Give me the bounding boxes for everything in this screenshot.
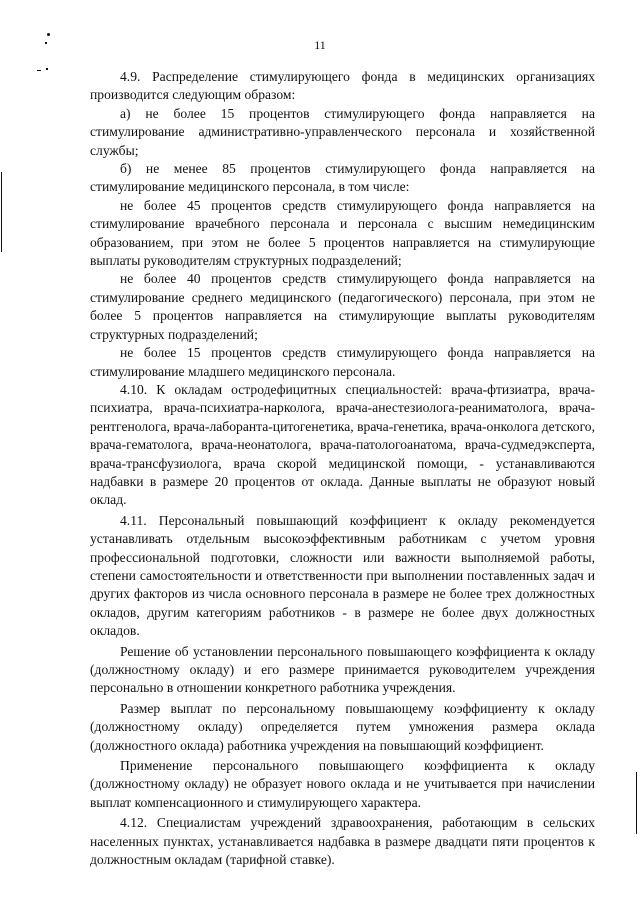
page-number: 11 <box>314 38 326 52</box>
paragraph-4-10: 4.10. К окладам остродефицитных специальностей: врача-фтизиатра, врача-психиатра, врача-психиатра-нарколога, врача-анестезиолога-реаниматолога, врача-рентгенолога, врача-лаборанта-цитогенетика, врача-генетика, врача-онколога детского, врача-гематолога, врача-неонатолога, врача-патологоанатома, врача-судмедэксперта, врача-трансфузиолога, врача скорой медицинской помощи, - устанавливаются надбавки в размере 20 процентов от оклада. Данные выплаты не образуют новый оклад. <box>90 381 595 508</box>
scan-edge-line-left <box>1 172 2 252</box>
scan-edge-line-right <box>636 772 637 834</box>
paragraph-junior-share: не более 15 процентов средств стимулирующего фонда направляется на стимулирование младшего медицинского персонала. <box>90 345 595 379</box>
paragraph-nurses-share: не более 40 процентов средств стимулирующего фонда направляется на стимулирование среднего медицинского (педагогического) персонала, при этом не более 5 процентов направляется на стимулирующие выплаты руководителям структурных подразделений; <box>90 271 595 342</box>
paragraph-coefficient-application: Применение персонального повышающего коэффициента к окладу (должностному окладу) не образует нового оклада и не учитывается при начислении выплат компенсационного и стимулирующего характера. <box>90 758 595 810</box>
paragraph-4-11: 4.11. Персональный повышающий коэффициент к окладу рекомендуется устанавливать отдельным высокоэффективным работникам с учетом уровня профессиональной подготовки, сложности или важности выполняемой работы, степени самостоятельности и ответственности при выполнении поставленных задач и других факторов из числа основного персонала в размере не более трех должностных окладов, другим категориям работников - в размере не более двух должностных окладов. <box>90 512 595 639</box>
paragraph-4-9-a: а) не более 15 процентов стимулирующего фонда направляется на стимулирование административно-управленческого персонала и хозяйственной службы; <box>90 105 595 158</box>
paragraph-doctors-share: не более 45 процентов средств стимулирующего фонда направляется на стимулирование врачебного персонала и персонала с высшим немедицинским образованием, при этом не более 5 процентов направляется на стимулирующие выплаты руководителям структурных подразделений; <box>90 197 595 269</box>
paragraph-coefficient-decision: Решение об установлении персонального повышающего коэффициента к окладу (должностному окладу) и его размере принимается руководителем учреждения персонально в отношении конкретного работника учреждения. <box>90 643 595 696</box>
scan-mark-left-1 <box>37 70 41 71</box>
paragraph-4-12: 4.12. Специалистам учреждений здравоохранения, работающим в сельских населенных пунктах, устанавливается надбавка в размере двадцати пяти процентов к должностным окладам (тарифной ставке). <box>90 815 595 868</box>
scan-dot-top <box>47 33 50 36</box>
scan-mark-left-2 <box>46 68 48 70</box>
paragraph-coefficient-amount: Размер выплат по персональному повышающему коэффициенту к окладу (должностному окладу) определяется путем умножения размера оклада (должностного оклада) работника учреждения на повышающий коэффициент. <box>90 700 595 753</box>
paragraph-4-9-b: б) не менее 85 процентов стимулирующего фонда направляется на стимулирование медицинского персонала, в том числе: <box>90 161 595 195</box>
paragraph-4-9: 4.9. Распределение стимулирующего фонда в медицинских организациях производится следующим образом: <box>90 69 595 103</box>
document-body <box>90 68 595 869</box>
